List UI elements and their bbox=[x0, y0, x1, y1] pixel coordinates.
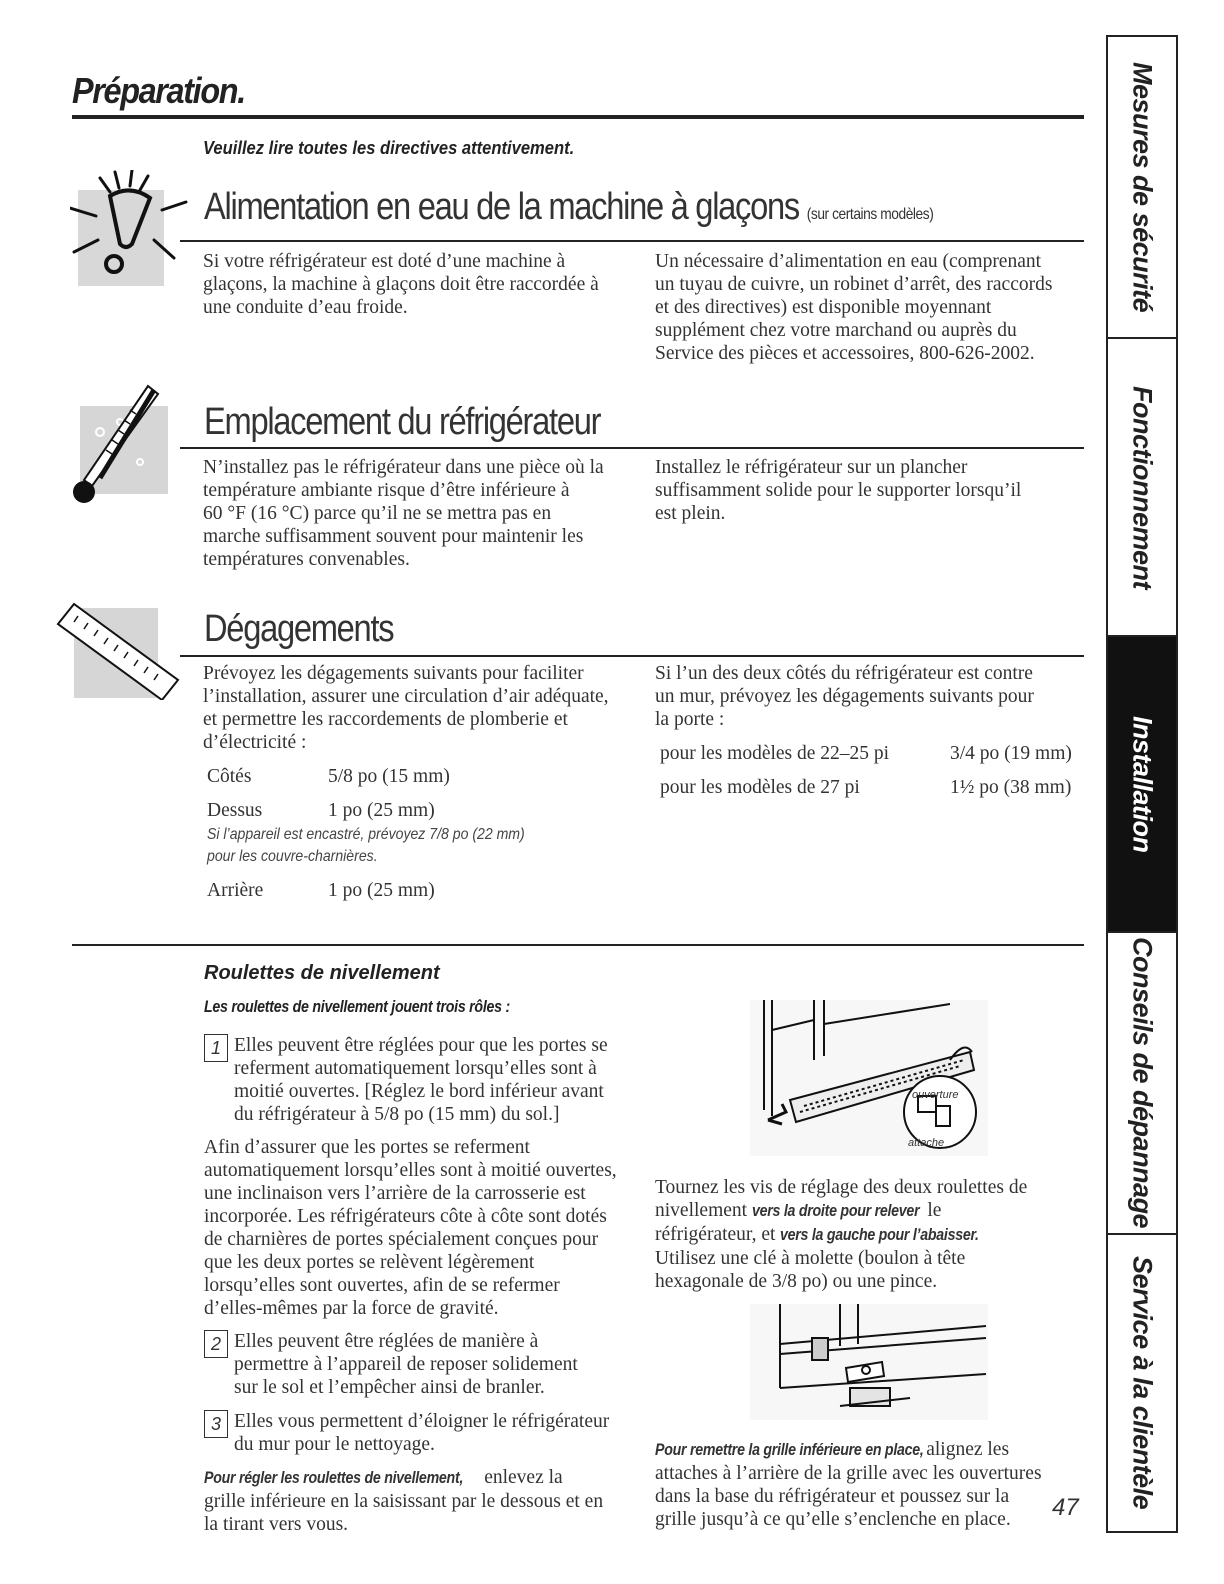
page-title: Préparation. bbox=[72, 70, 245, 111]
tab-safety[interactable]: Mesures de sécurité bbox=[1108, 37, 1176, 339]
clearance-value-top: 1 po (25 mm) bbox=[328, 800, 435, 821]
section-tabs bbox=[1106, 35, 1178, 1533]
grille-figure bbox=[750, 1000, 988, 1156]
clearances-left-text: Prévoyez les dégagements suivants pour faciliter l’installation, assurer une circulation d’air adéquate, et permettre les raccordements de plomberie et d’électricité : bbox=[203, 663, 609, 753]
tab-installation[interactable]: Installation bbox=[1108, 637, 1176, 933]
tab-troubleshooting[interactable]: Conseils de dépannage bbox=[1108, 933, 1176, 1235]
page-number: 47 bbox=[1052, 1494, 1079, 1521]
door-row-27: pour les modèles de 27 pi bbox=[660, 777, 860, 798]
location-right-text: Installez le réfrigérateur sur un plancher suffisamment solide pour le supporter lorsqu’il est plein. bbox=[655, 457, 1022, 524]
rollers-rule bbox=[72, 944, 1084, 946]
rollers-paragraph: Afin d’assurer que les portes se referment automatiquement lorsqu’elles sont à moitié ouvertes, une inclinaison vers l’arrière de la carrosserie est incorporée. Les réfrigérateurs côte à côte sont dotés de charnières de portes spécialement conçues pour que les deux portes se relèvent légèrement lorsqu’elles sont ouvertes, afin de se refermer d’elles-mêmes par la force de gravité. bbox=[204, 1137, 617, 1319]
adjust-instructions: Pour régler les roulettes de nivellement, enlevez la grille inférieure en la saisissant par le dessous et en la tirant vers vous. bbox=[204, 1467, 604, 1535]
clearances-right-text: Si l’un des deux côtés du réfrigérateur est contre un mur, prévoyez les dégagements suivants pour la porte : bbox=[655, 663, 1034, 730]
water-left-text: Si votre réfrigérateur est doté d’une machine à glaçons, la machine à glaçons doit être raccordée à une conduite d’eau froide. bbox=[203, 251, 599, 318]
figure-label-clip: attache bbox=[908, 1137, 945, 1149]
warning-icon bbox=[70, 170, 188, 288]
tab-customer-service[interactable]: Service à la clientèle bbox=[1127, 1256, 1158, 1510]
title-rule bbox=[72, 115, 1084, 119]
location-rule bbox=[180, 447, 1084, 449]
rollers-item-2: 2 Elles peuvent être réglées de manière à permettre à l’appareil de reposer solidement sur le sol et l’empêcher ainsi de branler. bbox=[204, 1330, 578, 1399]
figure-label-opening: ouverture bbox=[912, 1089, 959, 1101]
water-rule bbox=[180, 240, 1084, 242]
water-heading: Alimentation en eau de la machine à glaçons (sur certains modèles) bbox=[204, 186, 934, 228]
clearances-rule bbox=[180, 655, 1084, 657]
number-box-2: 2 bbox=[204, 1330, 228, 1358]
tab-operation[interactable]: Fonctionnement bbox=[1108, 339, 1176, 637]
rollers-heading: Roulettes de nivellement bbox=[204, 962, 440, 984]
number-box-1: 1 bbox=[204, 1034, 228, 1062]
rollers-item-3: 3 Elles vous permettent d’éloigner le réfrigérateur du mur pour le nettoyage. bbox=[204, 1410, 609, 1456]
door-value-27: 1½ po (38 mm) bbox=[950, 777, 1072, 798]
roller-figure bbox=[750, 1304, 988, 1420]
lead-text: Veuillez lire toutes les directives attentivement. bbox=[203, 138, 575, 158]
built-in-note: Si l’appareil est encastré, prévoyez 7/8 po (22 mm) pour les couvre-charnières. bbox=[207, 826, 525, 865]
rollers-subheading: Les roulettes de nivellement jouent trois rôles : bbox=[204, 998, 510, 1016]
clearance-row-back: Arrière bbox=[207, 880, 264, 901]
ruler-icon bbox=[56, 600, 180, 700]
location-heading: Emplacement du réfrigérateur bbox=[204, 401, 601, 443]
water-right-text: Un nécessaire d’alimentation en eau (comprenant un tuyau de cuivre, un robinet d’arrêt, des raccords et des directives) est disponible moyennant supplément chez votre marchand ou auprès du Service des pièces et accessoires, 800-626-2002. bbox=[655, 251, 1053, 364]
clearance-row-top: Dessus bbox=[207, 800, 263, 821]
turn-instructions: Tournez les vis de réglage des deux roulettes de nivellement vers la droite pour relever le réfrigérateur, et vers la gauche pour l’abaisser. Utilisez une clé à molette (boulon à tête hexagonale de 3/8 po) ou une pince. bbox=[655, 1177, 1028, 1292]
clearance-value-back: 1 po (25 mm) bbox=[328, 880, 435, 901]
location-left-text: N’installez pas le réfrigérateur dans une pièce où la température ambiante risque d’être inférieure à 60 °F (16 °C) parce qu’il ne se mettra pas en marche suffisamment souvent pour maintenir les températures convenables. bbox=[203, 457, 604, 570]
door-row-22-25: pour les modèles de 22–25 pi bbox=[660, 743, 890, 764]
number-box-3: 3 bbox=[204, 1410, 228, 1438]
thermometer-icon bbox=[70, 382, 170, 510]
door-value-22-25: 3/4 po (19 mm) bbox=[950, 743, 1072, 764]
replace-instructions: Pour remettre la grille inférieure en place, alignez les attaches à l’arrière de la grille avec les ouvertures dans la base du réfrigérateur et poussez sur la grille jusqu’à ce qu’elle s’enclenche en place. bbox=[655, 1439, 1042, 1530]
clearance-value-sides: 5/8 po (15 mm) bbox=[328, 766, 450, 787]
rollers-item-1: 1 Elles peuvent être réglées pour que les portes se referment automatiquement lorsqu’elles sont à moitié ouvertes. [Réglez le bord inférieur avant du réfrigérateur à 5/8 po (15 mm) du sol.] bbox=[204, 1034, 634, 1126]
clearances-heading: Dégagements bbox=[204, 608, 394, 650]
clearance-row-sides: Côtés bbox=[207, 766, 252, 787]
